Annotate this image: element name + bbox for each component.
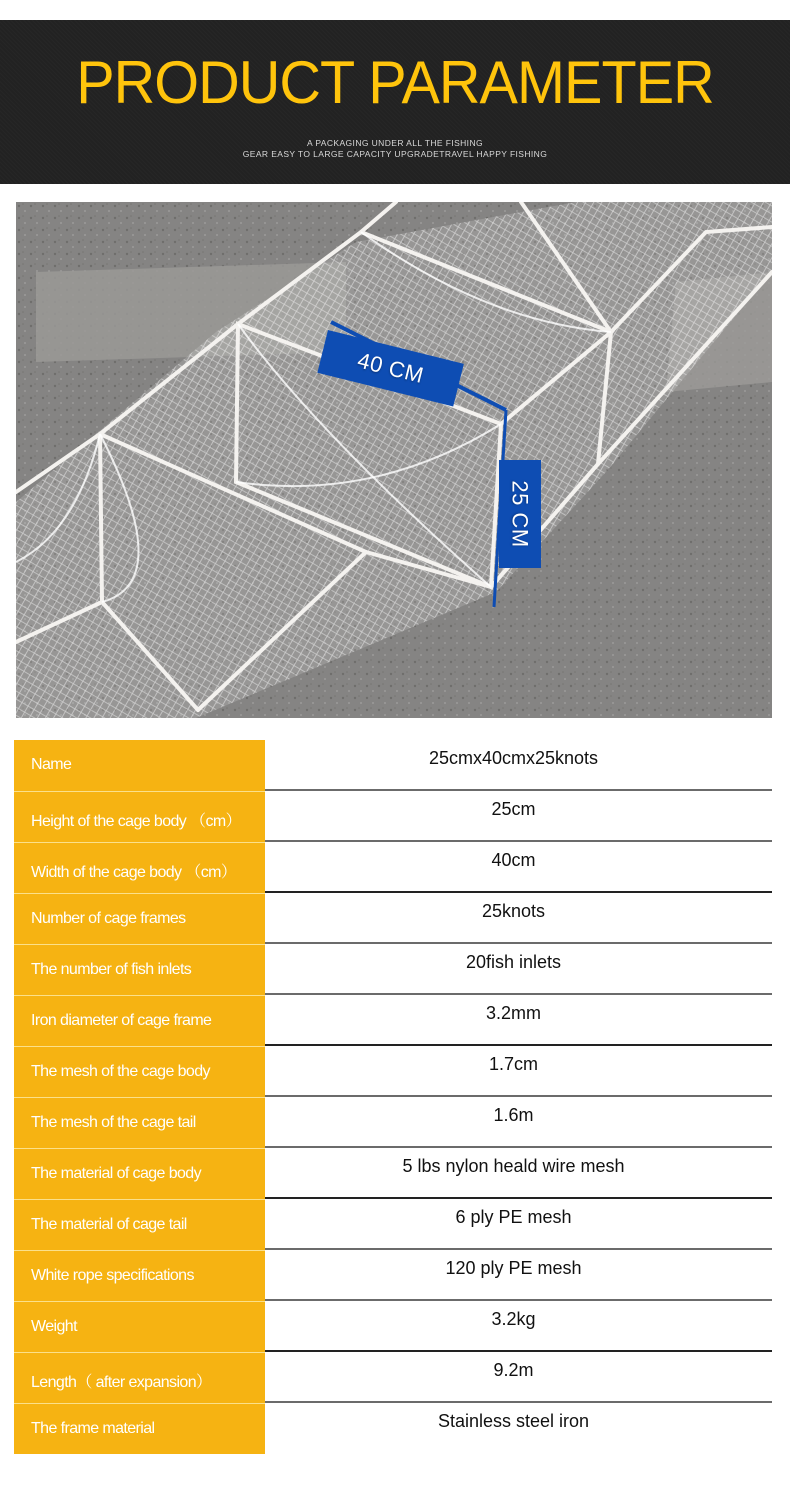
spec-table bbox=[14, 740, 772, 1454]
header-subtitle-line-1: A PACKAGING UNDER ALL THE FISHING bbox=[307, 138, 483, 148]
table-row bbox=[14, 1403, 772, 1454]
spec-value: 3.2kg bbox=[265, 1301, 772, 1352]
spec-value: 9.2m bbox=[265, 1352, 772, 1403]
table-row bbox=[14, 791, 772, 842]
spec-value: 5 lbs nylon heald wire mesh bbox=[265, 1148, 772, 1199]
spec-label: White rope specifications bbox=[14, 1250, 265, 1301]
spec-label: The mesh of the cage tail bbox=[14, 1097, 265, 1148]
header-subtitle-line-2: GEAR EASY TO LARGE CAPACITY UPGRADETRAVEL HAPPY FISHING bbox=[242, 149, 548, 159]
table-row bbox=[14, 893, 772, 944]
spec-label: Width of the cage body （cm） bbox=[14, 842, 265, 893]
page-title: PRODUCT PARAMETER bbox=[76, 49, 714, 116]
table-row bbox=[14, 1352, 772, 1403]
spec-label: Iron diameter of cage frame bbox=[14, 995, 265, 1046]
spec-label: Weight bbox=[14, 1301, 265, 1352]
table-row bbox=[14, 842, 772, 893]
spec-value: Stainless steel iron bbox=[437, 1411, 590, 1431]
table-row bbox=[14, 995, 772, 1046]
spec-label: Name bbox=[14, 740, 265, 791]
spec-value: 1.7cm bbox=[265, 1046, 772, 1097]
spec-value: 25knots bbox=[265, 893, 772, 944]
spec-value: 40cm bbox=[265, 842, 772, 893]
width-dimension-label: 40 CM bbox=[317, 330, 463, 407]
spec-value: 25cm bbox=[265, 791, 772, 842]
spec-label: The mesh of the cage body bbox=[14, 1046, 265, 1097]
spec-label: The frame material bbox=[14, 1403, 265, 1454]
spec-value: 6 ply PE mesh bbox=[265, 1199, 772, 1250]
spec-value: 1.6m bbox=[265, 1097, 772, 1148]
spec-label: Number of cage frames bbox=[14, 893, 265, 944]
spec-label: The number of fish inlets bbox=[14, 944, 265, 995]
table-row bbox=[14, 1301, 772, 1352]
table-row bbox=[14, 944, 772, 995]
table-row bbox=[14, 1097, 772, 1148]
table-row bbox=[14, 1199, 772, 1250]
spec-value: 120 ply PE mesh bbox=[265, 1250, 772, 1301]
spec-label: The material of cage body bbox=[14, 1148, 265, 1199]
spec-label: The material of cage tail bbox=[14, 1199, 265, 1250]
spec-value: 20fish inlets bbox=[265, 944, 772, 995]
spec-value: 25cmx40cmx25knots bbox=[265, 740, 772, 791]
table-row bbox=[14, 1046, 772, 1097]
spec-value: 3.2mm bbox=[265, 995, 772, 1046]
table-row bbox=[14, 1250, 772, 1301]
height-dimension-text: 25 CM bbox=[508, 480, 534, 548]
cage-net-illustration bbox=[16, 202, 772, 718]
table-row bbox=[14, 1148, 772, 1199]
product-photo bbox=[16, 202, 772, 718]
height-dimension-label bbox=[499, 460, 541, 568]
header-banner bbox=[0, 20, 790, 184]
table-row bbox=[14, 740, 772, 791]
spec-label: Height of the cage body （cm） bbox=[14, 791, 265, 842]
spec-label: Length（ after expansion） bbox=[14, 1352, 265, 1403]
